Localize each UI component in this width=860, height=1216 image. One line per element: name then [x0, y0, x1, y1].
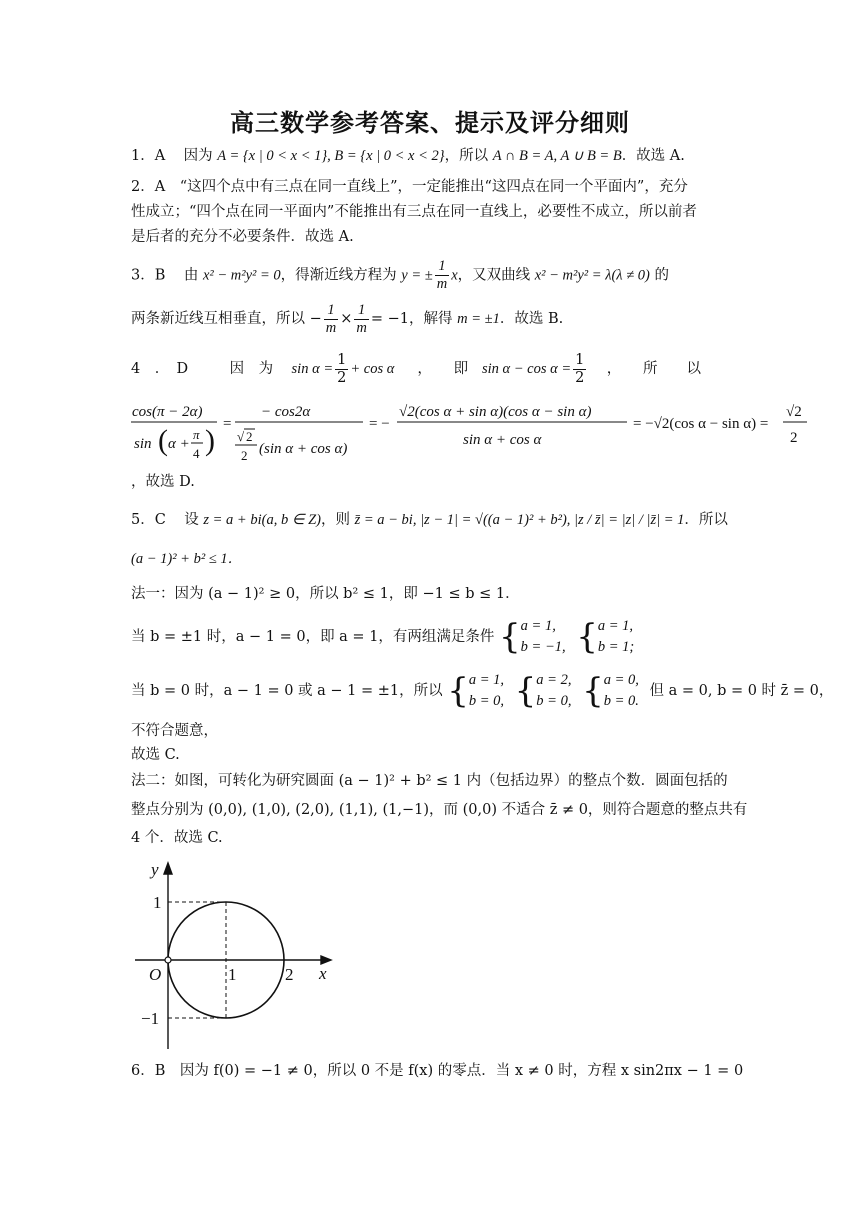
q4-ji: ， 即 — [417, 361, 469, 377]
q3-pre: 由 — [183, 267, 199, 284]
x-axis-label: x — [319, 964, 327, 983]
y-axis-arrow — [164, 863, 172, 874]
svg-text:(: ( — [158, 424, 168, 457]
svg-text:cos(π − 2α): cos(π − 2α) — [132, 404, 203, 420]
q4-line-1 — [131, 350, 701, 388]
q5-line-1 — [131, 510, 728, 530]
page-title: 高三数学参考答案、提示及评分细则 — [230, 109, 630, 137]
q5-case1-brace-b: { — [576, 617, 598, 657]
svg-text:sin: sin — [134, 436, 152, 452]
q4-number: 4 ． D — [131, 361, 189, 377]
q5-case2-system-a — [469, 670, 504, 712]
q1-sets: A = {x | 0 < x < 1}, B = {x | 0 < x < 2} — [217, 148, 445, 164]
q3-minus: − — [309, 311, 322, 327]
x-axis-arrow — [321, 956, 331, 964]
q3-frac-b — [354, 302, 368, 337]
tick-label-x-2: 2 — [285, 965, 294, 984]
tick-label-y-1: 1 — [153, 893, 162, 912]
q3-asym-den: m — [436, 276, 448, 292]
q3-frac-a-den: m — [325, 319, 337, 336]
q3-line2-post: ．故选 B. — [499, 311, 564, 327]
svg-text:(sin α + cos α): (sin α + cos α) — [259, 441, 348, 457]
q5-case2-b-1: a = 2, — [536, 672, 572, 688]
svg-text:√: √ — [237, 429, 245, 444]
origin-label: O — [149, 965, 162, 984]
q3-line2-pre: 两条新近线互相垂直，所以 — [131, 311, 305, 327]
q5-case2-system-b — [536, 670, 571, 712]
q5-case1 — [131, 613, 640, 661]
q5-case2-pre: 当 b = 0 时，a − 1 = 0 或 a − 1 = ±1，所以 — [131, 683, 443, 699]
tick-label-y-neg1: −1 — [141, 1009, 160, 1028]
q3-asym-num: 1 — [435, 258, 449, 276]
q3-line-1 — [131, 258, 669, 293]
q4-half-1-den: 2 — [337, 369, 347, 386]
q2-line-1: 2．A “这四个点中有三点在同一直线上”，一定能推出“这四点在同一个平面内”，充分 — [131, 179, 688, 195]
q1-line — [131, 146, 685, 166]
q3-eq2: x² − m²y² = λ(λ ≠ 0) — [534, 267, 650, 284]
q4-half-1-num: 1 — [337, 351, 347, 368]
svg-text:2: 2 — [246, 429, 253, 444]
q2-line-3: 是后者的充分不必要条件．故选 A. — [131, 229, 354, 245]
svg-text:= −√2(cos α − sin α) =: = −√2(cos α − sin α) = — [633, 416, 769, 432]
q5-case1-system-a — [521, 616, 566, 658]
q5-case2-brace-c: { — [582, 671, 604, 711]
q5-mid: ，则 — [320, 512, 350, 528]
svg-text:√2(cos α + sin α)(cos α − sin: √2(cos α + sin α)(cos α − sin α) — [399, 404, 592, 420]
q6-line: 6．B 因为 f(0) = −1 ≠ 0，所以 0 不是 f(x) 的零点．当 x ≠ 0 时，方程 x sin2πx − 1 = 0 — [131, 1063, 744, 1079]
q3-asym-frac — [435, 258, 449, 293]
q4-half-2-den: 2 — [575, 369, 585, 386]
q1-mid: ，所以 — [444, 148, 489, 164]
q3-asym-rhs: x — [451, 267, 458, 284]
q5-case1-brace-a: { — [499, 617, 521, 657]
q5-pre: 设 — [184, 512, 199, 528]
q5-case2-brace-a: { — [447, 671, 469, 711]
q4-suoyi: ， 所 以 — [606, 361, 702, 377]
q3-number: 3．B — [131, 267, 166, 284]
q5-method2-line-2: 整点分别为 (0,0), (1,0), (2,0), (1,1), (1,−1)，而 (0,0) 不适合 z̄ ≠ 0，则符合题意的整点共有 — [131, 802, 748, 818]
q5-case1-b-1: a = 1, — [597, 618, 634, 634]
q3-frac-b-den: m — [356, 319, 367, 336]
q5-case1-pre: 当 b = ±1 时，a − 1 = 0，即 a = 1，有两组满足条件 — [131, 629, 495, 645]
q5-method1: 法一：因为 (a − 1)² ≥ 0，所以 b² ≤ 1，即 −1 ≤ b ≤ 1． — [131, 586, 520, 602]
q4-eq1-rhs: + cos α — [350, 361, 395, 377]
q1-pre: 因为 — [183, 148, 213, 164]
q5-case2-a-1: a = 1, — [468, 672, 505, 688]
q5-method2-line-1: 法二：如图，可转化为研究圆面 (a − 1)² + b² ≤ 1 内（包括边界）的整点个数．圆面包括的 — [131, 773, 728, 789]
tick-label-x-1: 1 — [228, 965, 237, 984]
origin-point — [165, 957, 171, 963]
q3-mid2: ，又双曲线 — [457, 267, 531, 284]
q3-tail: 的 — [654, 267, 669, 284]
q3-times: × — [340, 311, 353, 327]
q5-case2-b-2: b = 0, — [536, 693, 572, 709]
y-axis-label: y — [151, 860, 159, 879]
svg-text:√2: √2 — [786, 404, 802, 420]
circle-diagram — [131, 857, 341, 1053]
q4-half-1 — [335, 352, 348, 387]
q3-frac-a — [324, 302, 338, 337]
q5-method2-line-3: 4 个．故选 C. — [131, 830, 223, 846]
q4-eq2-lhs: sin α − cos α = — [481, 361, 572, 377]
svg-text:2: 2 — [241, 448, 248, 463]
q4-big-equation — [131, 398, 811, 472]
q5-z-def: z = a + bi(a, b ∈ Z) — [203, 512, 321, 528]
svg-text:): ) — [205, 424, 215, 457]
q5-not-fit: 不符合题意， — [131, 723, 218, 739]
q2-line-2: 性成立；“四个点在同一平面内”不能推出有三点在同一直线上，必要性不成立，所以前者 — [131, 204, 697, 220]
q3-mid1: ，得渐近线方程为 — [280, 267, 397, 284]
q4-eq1-lhs: sin α = — [291, 361, 334, 377]
q5-number: 5．C — [131, 512, 166, 528]
q3-line-2 — [131, 300, 563, 338]
q5-case2-a-2: b = 0, — [468, 693, 505, 709]
q3-asym-lhs: y = ± — [401, 267, 433, 284]
q3-eq1: x² − m²y² = 0 — [202, 267, 281, 284]
q1-post: ．故选 A. — [621, 148, 685, 164]
svg-text:sin α + cos α: sin α + cos α — [463, 432, 542, 448]
q5-case2-brace-b: { — [514, 671, 537, 711]
q5-case2 — [131, 667, 833, 715]
q5-case1-a-2: b = −1, — [520, 639, 566, 655]
q5-ineq: (a − 1)² + b² ≤ 1． — [131, 551, 243, 567]
q5-case1-system-b — [598, 616, 634, 658]
q3-eq-end: = −1 — [370, 311, 410, 327]
q5-case2-c-2: b = 0. — [603, 693, 639, 709]
q5-case2-system-c — [604, 670, 639, 712]
svg-text:2: 2 — [790, 430, 798, 446]
q4-tail: ，故选 D. — [131, 474, 195, 490]
q3-frac-b-num: 1 — [354, 302, 368, 320]
q5-post: ．所以 — [684, 512, 728, 528]
q5-case1-b-2: b = 1; — [597, 639, 635, 655]
q4-because: 因 为 — [229, 361, 274, 377]
q3-line2-mid: ，解得 — [409, 311, 453, 327]
q5-case2-c-1: a = 0, — [603, 672, 639, 688]
svg-text:π: π — [193, 427, 200, 442]
svg-text:α +: α + — [168, 436, 190, 452]
q4-half-2-num: 1 — [575, 351, 585, 368]
q5-conj: z̄ = a − bi, |z − 1| = √((a − 1)² + b²), |z / z̄| = |z| / |z̄| = 1 — [354, 512, 685, 528]
svg-text:= −: = − — [369, 416, 390, 432]
q5-case2-post: 但 a = 0, b = 0 时 z̄ = 0， — [649, 683, 834, 699]
svg-text:− cos2α: − cos2α — [261, 404, 311, 420]
q5-choose: 故选 C. — [131, 747, 180, 763]
q5-case1-a-1: a = 1, — [520, 618, 556, 634]
q1-number: 1．A — [131, 148, 166, 164]
svg-text:=: = — [223, 416, 232, 432]
q3-solve: m = ±1 — [457, 311, 500, 327]
q3-frac-a-num: 1 — [324, 302, 338, 320]
q4-half-2 — [573, 352, 586, 387]
q1-result: A ∩ B = A, A ∪ B = B — [492, 148, 622, 164]
svg-text:4: 4 — [193, 446, 200, 461]
